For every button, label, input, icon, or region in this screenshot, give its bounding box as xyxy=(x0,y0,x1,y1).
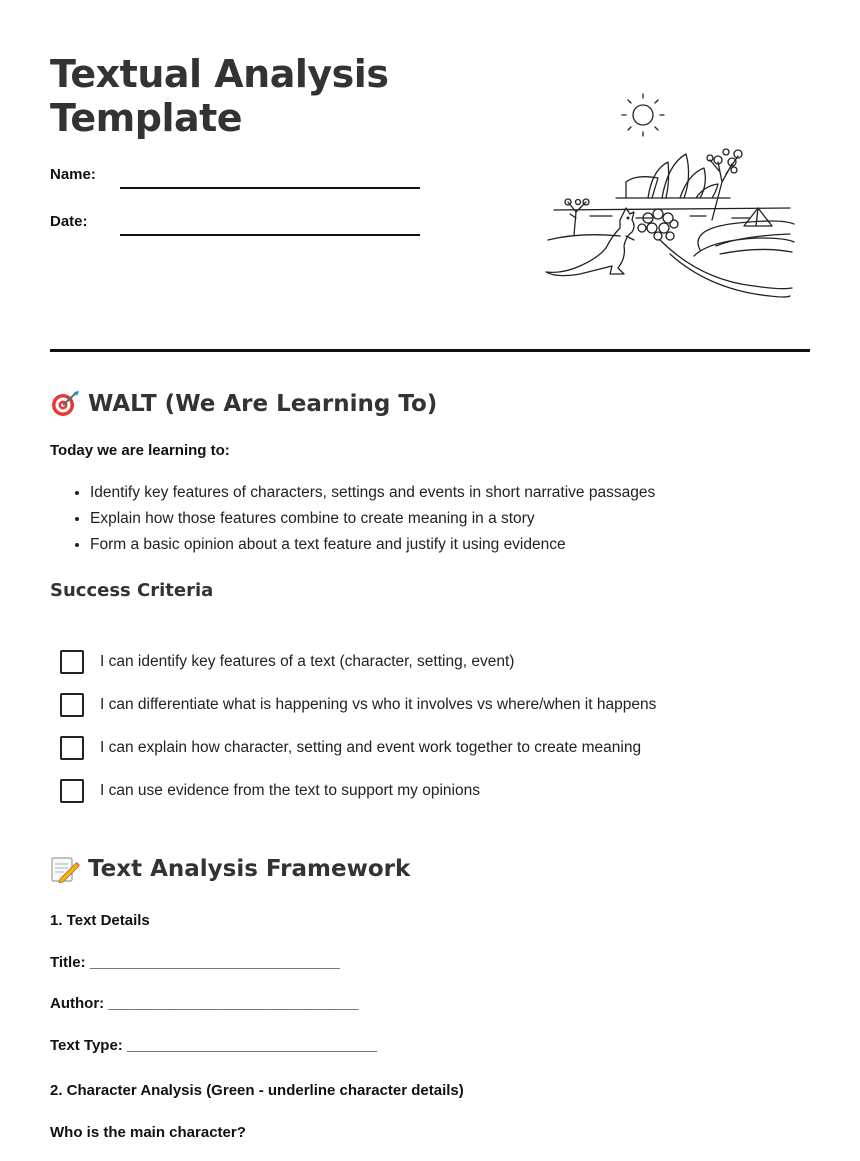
walt-heading xyxy=(50,390,437,418)
walt-item: • Explain how those features combine to create meaning in a story xyxy=(90,506,655,532)
walt-heading-text: WALT (We Are Learning To) xyxy=(88,391,438,417)
sun-icon xyxy=(622,94,664,136)
page-title xyxy=(50,52,388,140)
text-details-heading: 1. Text Details xyxy=(50,912,150,929)
framework-heading-text: Text Analysis Framework xyxy=(88,856,411,882)
walt-item: • Form a basic opinion about a text feature and justify it using evidence xyxy=(90,532,655,558)
criterion-item xyxy=(60,650,514,674)
text-type-field[interactable]: Text Type: ______________________________ xyxy=(50,1037,378,1054)
date-label: Date: xyxy=(50,213,88,230)
kangaroo-icon xyxy=(546,208,634,276)
tent-icon xyxy=(744,208,772,226)
name-input-line[interactable] xyxy=(120,187,420,189)
small-tree-icon xyxy=(565,199,589,235)
criterion-checkbox[interactable] xyxy=(60,650,84,674)
walt-intro: Today we are learning to: xyxy=(50,442,230,459)
title-line-1: Textual Analysis xyxy=(50,52,389,96)
opera-house-icon xyxy=(616,154,730,198)
section-divider xyxy=(50,349,810,352)
name-label: Name: xyxy=(50,166,96,183)
main-character-question: Who is the main character? xyxy=(50,1124,246,1141)
title-field[interactable]: Title: ______________________________ xyxy=(50,954,340,971)
criterion-checkbox[interactable] xyxy=(60,693,84,717)
walt-list xyxy=(50,480,655,558)
target-icon xyxy=(50,390,80,418)
flower-bush-icon xyxy=(638,209,678,240)
criterion-text: I can identify key features of a text (character, setting, event) xyxy=(100,653,515,670)
criterion-item xyxy=(60,779,480,803)
memo-icon xyxy=(50,855,80,883)
framework-heading xyxy=(50,855,410,883)
criterion-checkbox[interactable] xyxy=(60,736,84,760)
criterion-item xyxy=(60,693,656,717)
sydney-landscape-kangaroo-illustration xyxy=(540,90,800,305)
date-input-line[interactable] xyxy=(120,234,420,236)
walt-item: • Identify key features of characters, settings and events in short narrative passages xyxy=(90,480,655,506)
criterion-text: I can differentiate what is happening vs who it involves vs where/when it happens xyxy=(100,696,657,713)
criterion-text: I can explain how character, setting and event work together to create meaning xyxy=(100,739,642,756)
success-criteria-heading: Success Criteria xyxy=(50,580,214,601)
title-line-2: Template xyxy=(50,96,243,140)
character-analysis-heading: 2. Character Analysis (Green - underline character details) xyxy=(50,1082,464,1099)
author-field[interactable]: Author: ______________________________ xyxy=(50,995,359,1012)
criterion-item xyxy=(60,736,641,760)
criterion-text: I can use evidence from the text to support my opinions xyxy=(100,782,480,799)
tree-icon xyxy=(707,149,742,220)
criterion-checkbox[interactable] xyxy=(60,779,84,803)
